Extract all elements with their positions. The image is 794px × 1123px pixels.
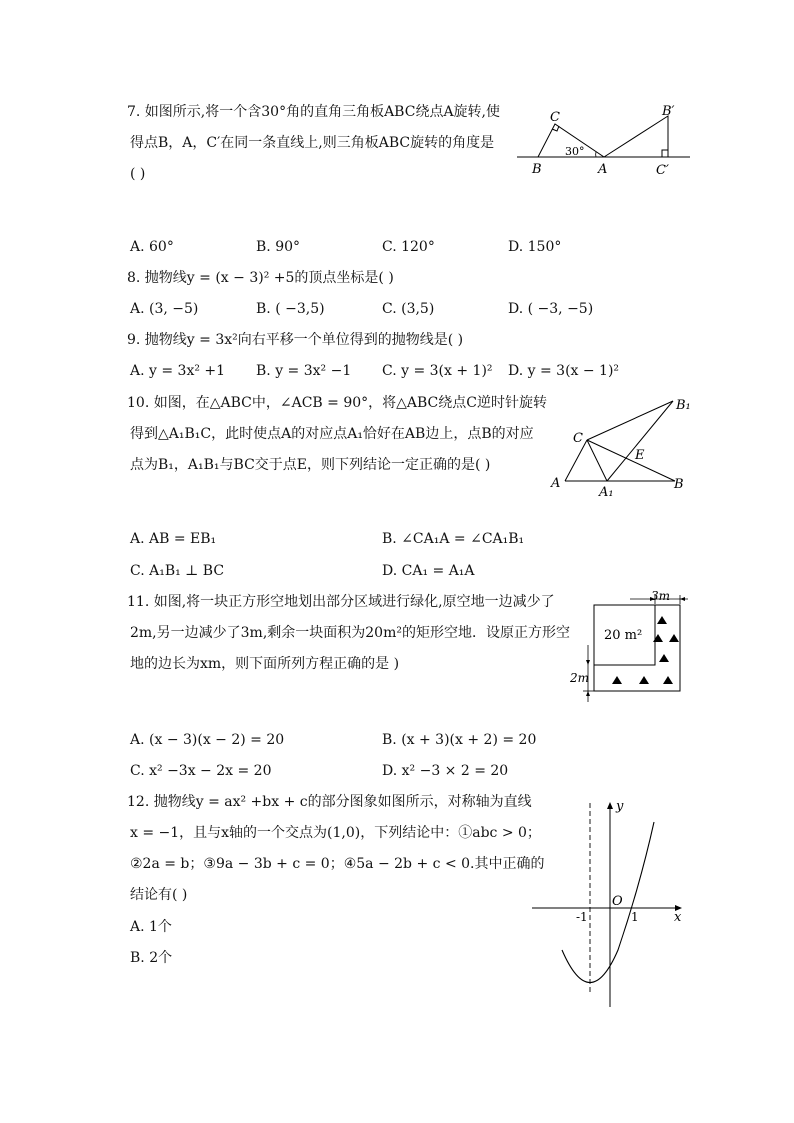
q7-figure	[510, 104, 700, 184]
q7-line-3: ( )	[130, 166, 146, 182]
q10-option-d[interactable]: D. CA₁ = A₁A	[382, 563, 475, 579]
q7-label-c: C	[550, 110, 560, 125]
q11-option-a[interactable]: A. (x − 3)(x − 2) = 20	[130, 732, 285, 748]
q10-option-a[interactable]: A. AB = EB₁	[130, 531, 217, 547]
q11-option-c[interactable]: C. x² −3x − 2x = 20	[130, 763, 272, 779]
q7-line-1: 7. 如图所示,将一个含30°角的直角三角板ABC绕点A旋转,使	[127, 104, 501, 120]
q12-label-neg1: -1	[576, 910, 588, 924]
q12-line-1: 12. 抛物线y = ax² +bx + c的部分图象如图所示，对称轴为直线	[127, 794, 532, 810]
q12-label-o: O	[612, 894, 623, 909]
q11-line-1: 11. 如图,将一块正方形空地划出部分区域进行绿化,原空地一边减少了	[127, 594, 555, 610]
q12-line-4: 结论有( )	[130, 887, 188, 903]
q12-parabola	[562, 822, 654, 983]
q8-option-b[interactable]: B. ( −3,5)	[256, 301, 325, 317]
q9-option-b[interactable]: B. y = 3x² −1	[256, 363, 352, 379]
q9-line-1: 9. 抛物线y = 3x²向右平移一个单位得到的抛物线是( )	[127, 332, 464, 348]
q11-label-area: 20 m²	[604, 628, 643, 643]
q7-label-b: B	[532, 162, 542, 177]
q7-option-d[interactable]: D. 150°	[508, 239, 562, 255]
q11-option-d[interactable]: D. x² −3 × 2 = 20	[382, 763, 509, 779]
q10-label-b1: B₁	[676, 398, 691, 413]
q10-figure	[545, 392, 705, 502]
q10-line-3: 点为B₁，A₁B₁与BC交于点E，则下列结论一定正确的是( )	[130, 457, 491, 473]
q11-option-b[interactable]: B. (x + 3)(x + 2) = 20	[382, 732, 537, 748]
q7-label-a: A	[598, 162, 608, 177]
q10-option-c[interactable]: C. A₁B₁ ⊥ BC	[130, 563, 225, 579]
q10-label-a: A	[551, 476, 561, 491]
q7-option-b[interactable]: B. 90°	[256, 239, 301, 255]
q8-option-a[interactable]: A. (3, −5)	[130, 301, 199, 317]
q10-label-b: B	[674, 477, 684, 492]
q12-line-3: ②2a = b；③9a − 3b + c = 0；④5a − 2b + c < 0.其中正确的	[130, 856, 545, 872]
q12-option-b[interactable]: B. 2个	[130, 950, 173, 966]
q10-line-2: 得到△A₁B₁C，此时使点A的对应点A₁恰好在AB边上，点B的对应	[130, 426, 534, 442]
q7-label-c-prime: C′	[656, 163, 669, 178]
q10-label-a1: A₁	[599, 485, 614, 500]
q7-line-2: 得点B，A，C′在同一条直线上,则三角板ABC旋转的角度是	[130, 135, 495, 151]
q8-line-1: 8. 抛物线y = (x − 3)² +5的顶点坐标是( )	[127, 270, 394, 286]
q11-label-3m: 3m	[651, 589, 671, 603]
q8-option-d[interactable]: D. ( −3, −5)	[508, 301, 594, 317]
q11-label-2m: 2m	[570, 671, 590, 685]
q9-option-d[interactable]: D. y = 3(x − 1)²	[508, 363, 620, 379]
q11-figure	[570, 590, 695, 705]
q12-label-1: 1	[631, 910, 639, 924]
q12-line-2: x = −1，且与x轴的一个交点为(1,0)，下列结论中：①abc > 0；	[130, 825, 541, 841]
q11-line-2: 2m,另一边减少了3m,剩余一块面积为20m²的矩形空地．设原正方形空	[130, 625, 570, 641]
q7-triangle-rotated	[604, 116, 668, 157]
q12-figure	[530, 795, 690, 1010]
q11-line-3: 地的边长为xm，则下面所列方程正确的是 )	[130, 656, 400, 672]
q7-option-a[interactable]: A. 60°	[130, 239, 174, 255]
q9-option-a[interactable]: A. y = 3x² +1	[130, 363, 226, 379]
q7-label-30: 30°	[565, 145, 585, 158]
q10-line-1: 10. 如图，在△ABC中，∠ACB = 90°，将△ABC绕点C逆时针旋转	[127, 395, 547, 411]
q12-option-a[interactable]: A. 1个	[130, 919, 172, 935]
q12-label-y: y	[616, 799, 624, 814]
q9-option-c[interactable]: C. y = 3(x + 1)²	[382, 363, 493, 379]
q12-label-x: x	[674, 910, 682, 925]
q7-label-b-prime: B′	[662, 104, 675, 119]
q10-label-c: C	[573, 431, 583, 446]
q10-option-b[interactable]: B. ∠CA₁A = ∠CA₁B₁	[382, 531, 525, 547]
q10-label-e: E	[635, 448, 645, 463]
q8-option-c[interactable]: C. (3,5)	[382, 301, 435, 317]
q7-option-c[interactable]: C. 120°	[382, 239, 435, 255]
